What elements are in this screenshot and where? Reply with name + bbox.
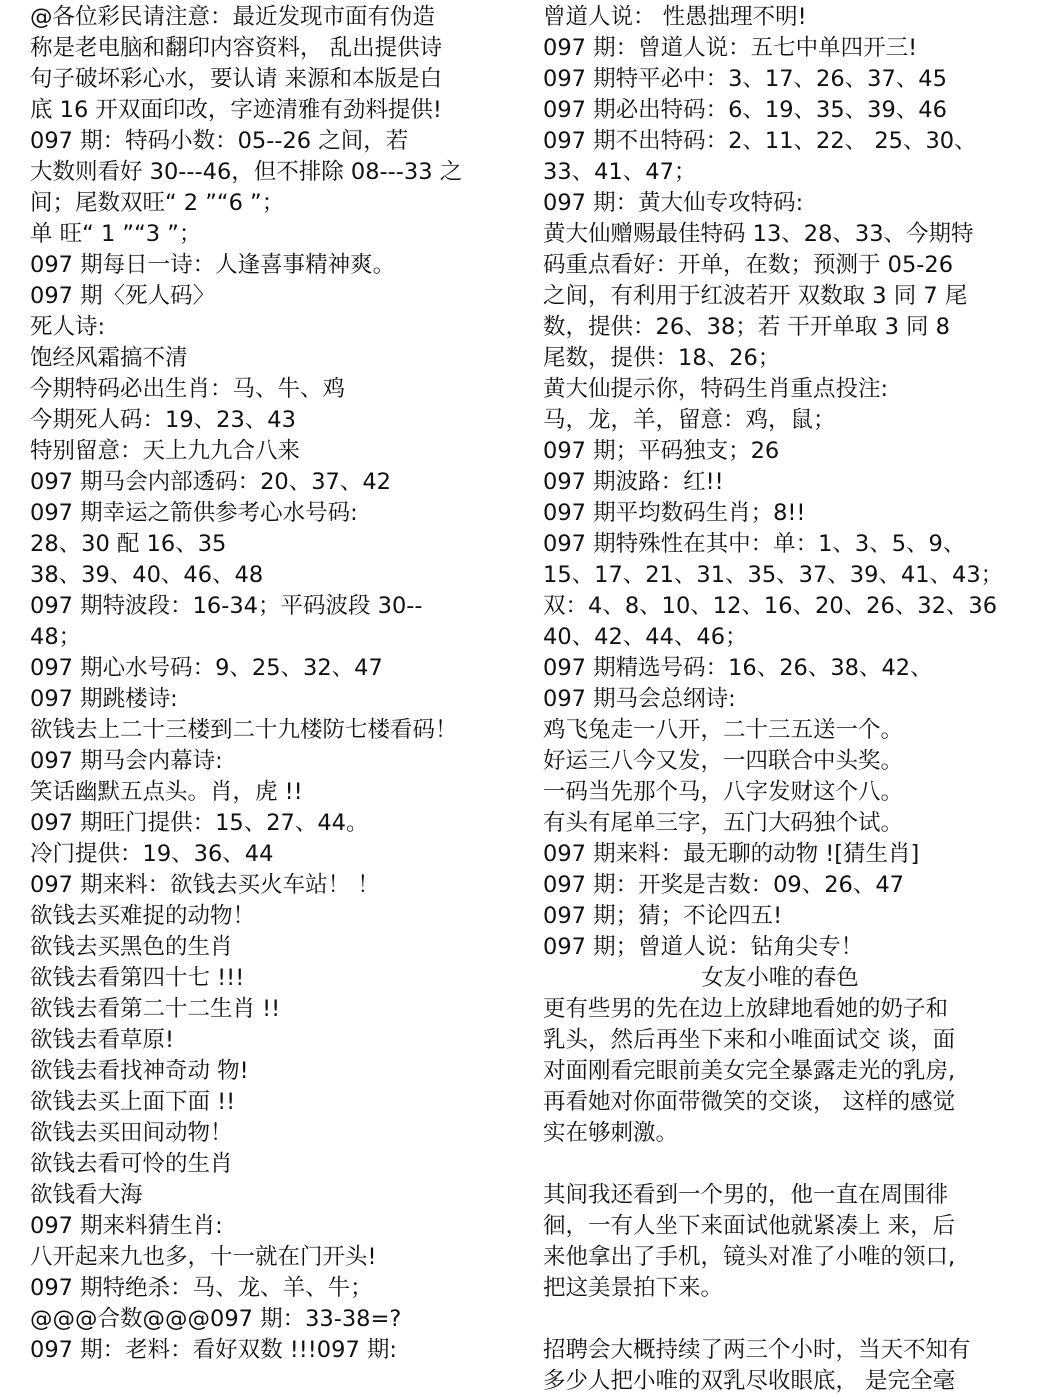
left-column-line: 死人诗: [30,314,106,340]
right-column-line: 097 期来料：最无聊的动物 ![猜生肖] [543,841,920,867]
right-column-line: 097 期平均数码生肖；8!! [543,500,806,526]
right-column-line [543,1304,1017,1335]
right-column-line: 马，龙，羊，留意：鸡，鼠； [543,407,836,433]
left-column-line: 欲钱去买难捉的动物！ [30,903,256,929]
right-column-line: 097 期必出特码：6、19、35、39、46 [543,97,947,123]
right-column [543,2,1017,1397]
right-column-line: 码重点看好：开单，在数；预测于 05-26 [543,252,954,278]
left-column-line: 097 期：特码小数：05--26 之间，若 [30,128,409,154]
right-column-line: 数，提供：26、38；若 干开单取 3 同 8 [543,314,951,340]
left-column-line: 097 期跳楼诗: [30,686,178,712]
right-column-line: 097 期马会总纲诗: [543,686,736,712]
left-column-line: 097 期马会内幕诗: [30,748,223,774]
left-column-line: 097 期特波段：16-34；平码波段 30-- [30,593,423,619]
right-column-line: 黄大仙赠赐最佳特码 13、28、33、今期特 [543,221,974,247]
right-column-line: 之间，有利用于红波若开 双数取 3 同 7 尾 [543,283,968,309]
left-column-line: 欲钱去看草原! [30,1027,175,1053]
right-column-line: 其间我还看到一个男的，他一直在周围徘 [543,1182,949,1208]
left-column-line: 单 旺“ 1 ”“3 ”； [30,221,202,247]
right-column-line: 一码当先那个马，八字发财这个八。 [543,779,904,805]
right-column-line: 鸡飞兔走一八开，二十三五送一个。 [543,717,904,743]
right-column-line: 来他拿出了手机，镜头对准了小唯的领口, [543,1244,956,1270]
left-column-line: 欲钱去看第四十七 !!! [30,965,245,991]
left-column-line: 48； [30,624,82,650]
left-column-line: 底 16 开双面印改，字迹清雅有劲料提供! [30,97,442,123]
right-column-line: 有头有尾单三字，五门大码独个试。 [543,810,904,836]
right-column-line: 好运三八今又发，一四联合中头奖。 [543,748,904,774]
story-heading: 女友小唯的春色 [701,965,859,991]
left-column-line: 欲钱去看找神奇动 物! [30,1058,249,1084]
left-column-line: 097 期每日一诗：人逢喜事精神爽。 [30,252,396,278]
left-column-line: 097 期幸运之箭供参考心水号码: [30,500,358,526]
left-column-line: 097 期马会内部透码：20、37、42 [30,469,391,495]
left-column-line: @@@合数@@@097 期：33-38=? [30,1306,402,1332]
left-column-line: 097 期来料猜生肖: [30,1213,223,1239]
right-column-line: 40、42、44、46； [543,624,748,650]
right-column-line: 徊，一有人坐下来面试他就紧凑上 来，后 [543,1213,956,1239]
right-column-line: 尾数，提供：18、26； [543,345,781,371]
right-column-line: 黄大仙提示你，特码生肖重点投注: [543,376,889,402]
left-column-line: 欲钱去看第二十二生肖 !! [30,996,281,1022]
right-column-line: 097 期：曾道人说：五七中单四开三! [543,35,918,61]
left-column-line: 大数则看好 30---46，但不排除 08---33 之 [30,159,463,185]
left-column-line: 097 期特绝杀：马、龙、羊、牛； [30,1275,373,1301]
right-column-line: 097 期；曾道人说：钻角尖专！ [543,934,864,960]
right-column-line: 双：4、8、10、12、16、20、26、32、36 [543,593,998,619]
left-column-line: 今期死人码：19、23、43 [30,407,296,433]
right-column-line: 097 期；猜；不论四五! [543,903,783,929]
left-column-line: 097 期心水号码：9、25、32、47 [30,655,383,681]
right-column-line: 097 期；平码独支；26 [543,438,780,464]
left-column-line: 饱经风霜搞不清 [30,345,188,371]
right-column-line [543,1149,1017,1180]
right-column-line: 097 期：开奖是吉数：09、26、47 [543,872,904,898]
right-column-line: 多少人把小唯的双乳尽收眼底， 是完全毫 [543,1368,956,1394]
right-column-line: 对面刚看完眼前美女完全暴露走光的乳房, [543,1058,956,1084]
left-column-line: 句子破坏彩心水，要认请 来源和本版是白 [30,66,443,92]
left-column-line: 冷门提供：19、36、44 [30,841,274,867]
left-column-line: 笑话幽默五点头。肖，虎 !! [30,779,303,805]
left-column [30,2,508,1366]
right-column-line: 招聘会大概持续了两三个小时，当天不知有 [543,1337,971,1363]
right-column-line: 把这美景拍下来。 [543,1275,724,1301]
right-column-line: 15、17、21、31、35、37、39、41、43； [543,562,1004,588]
left-column-line: 28、30 配 16、35 [30,531,227,557]
right-column-line: 33、41、47； [543,159,697,185]
left-column-line: 欲钱去买黑色的生肖 [30,934,233,960]
left-column-line: 097 期〈死人码〉 [30,283,216,309]
left-column-line: 八开起来九也多，十一就在门开头! [30,1244,377,1270]
left-column-line: 欲钱去买上面下面 !! [30,1089,236,1115]
left-column-line: 间；尾数双旺“ 2 ”“6 ”； [30,190,285,216]
column-gutter [522,0,523,1388]
right-column-line: 097 期特平必中：3、17、26、37、45 [543,66,947,92]
left-column-line: 097 期旺门提供：15、27、44。 [30,810,369,836]
right-column-line: 097 期精选号码：16、26、38、42、 [543,655,933,681]
left-column-line: 38、39、40、46、48 [30,562,264,588]
right-column-line: 实在够刺激。 [543,1120,679,1146]
right-column-line: 曾道人说： 性愚拙理不明! [543,4,807,30]
left-column-line: 欲钱看大海 [30,1182,143,1208]
left-column-line: 欲钱去上二十三楼到二十九楼防七楼看码！ [30,717,458,743]
left-column-line: 特别留意：天上九九合八来 [30,438,301,464]
right-column-line: 097 期：黄大仙专攻特码: [543,190,804,216]
left-column-line: 欲钱去买田间动物！ [30,1120,233,1146]
right-column-line: 乳头，然后再坐下来和小唯面试交 谈，面 [543,1027,956,1053]
left-column-line: 097 期：老料：看好双数 !!!097 期: [30,1337,397,1363]
left-column-line: 称是老电脑和翻印内容资料， 乱出提供诗 [30,35,443,61]
right-column-line: 097 期波路：红!! [543,469,724,495]
left-column-line: 欲钱去看可怜的生肖 [30,1151,233,1177]
right-column-line: 097 期特殊性在其中：单：1、3、5、9、 [543,531,966,557]
left-column-line: 今期特码必出生肖：马、牛、鸡 [30,376,346,402]
right-column-line: 再看她对你面带微笑的交谈， 这样的感觉 [543,1089,956,1115]
left-column-line: @各位彩民请注意：最近发现市面有伪造 [30,4,436,30]
left-column-line: 097 期来料：欲钱去买火车站！ ！ [30,872,380,898]
right-column-line: 097 期不出特码：2、11、22、 25、30、 [543,128,977,154]
right-column-line: 更有些男的先在边上放肆地看她的奶子和 [543,996,949,1022]
